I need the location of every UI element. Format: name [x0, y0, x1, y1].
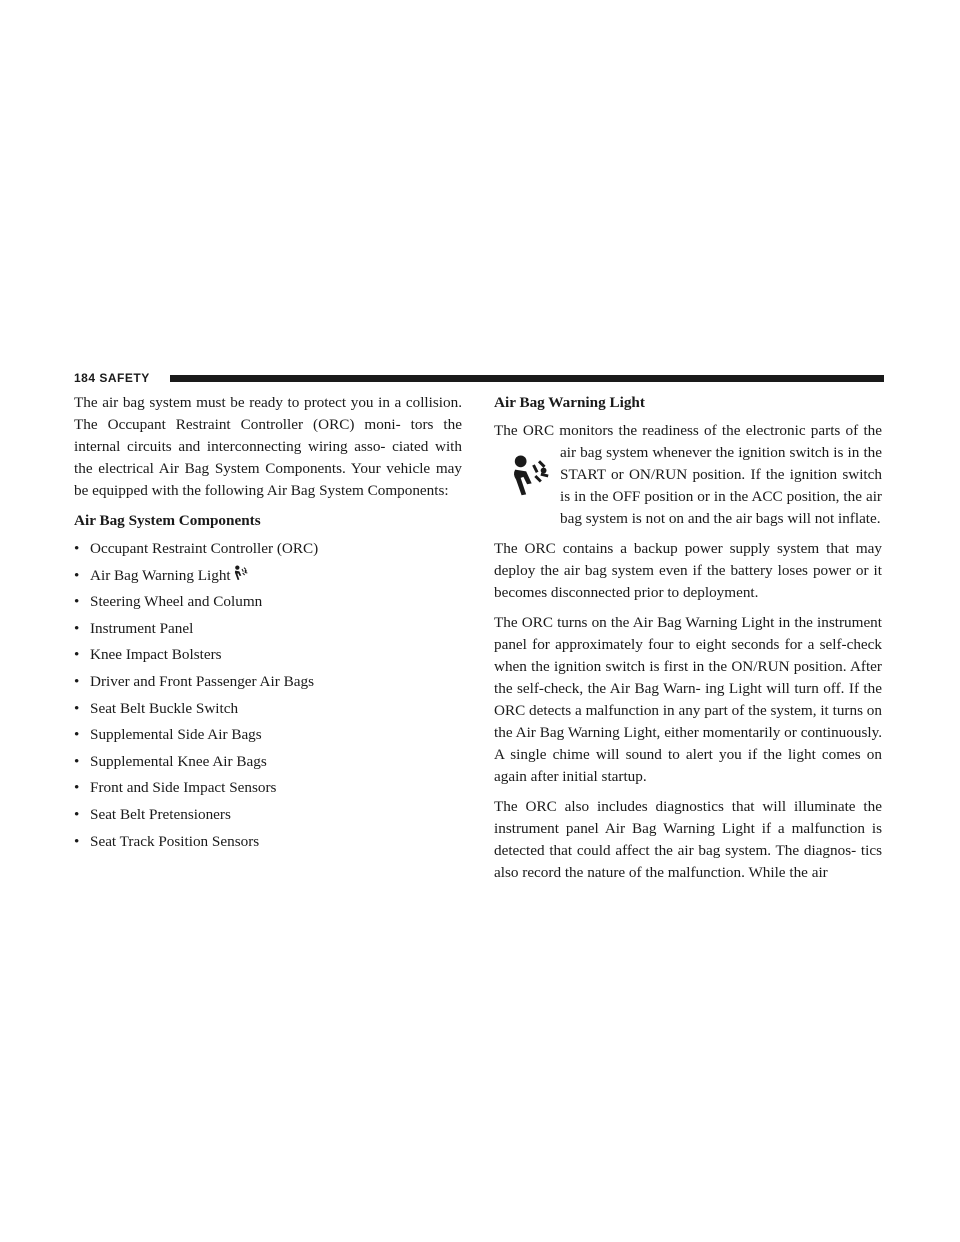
bullet: • [74, 646, 80, 664]
bullet: • [74, 699, 80, 717]
intro-paragraph: The air bag system must be ready to protect you in a collision. The Occupant Restraint Controller (ORC) moni- tors the internal circuits and interconnecting wiring asso- ciated with the electrical Air Bag System Components. Your vehicle may be equipped with the following Air Bag System Components: [74, 394, 462, 499]
list-item [74, 698, 462, 725]
airbag-warning-icon [232, 565, 248, 581]
list-item [74, 618, 462, 645]
list-item [74, 804, 462, 831]
section-heading-warning-light: Air Bag Warning Light [494, 394, 645, 411]
diagnostics-paragraph: The ORC also includes diagnostics that will illuminate the instrument panel Air Bag Warning Light if a malfunction is detected that could affect the air bag system. The diagnos- tics also record the nature of the malfunction. While the air [494, 798, 882, 881]
components-list [74, 538, 462, 857]
list-item-text: Steering Wheel and Column [90, 593, 263, 611]
list-item-text: Supplemental Knee Air Bags [90, 752, 267, 770]
bullet: • [74, 672, 80, 690]
bullet: • [74, 805, 80, 823]
bullet: • [74, 779, 80, 797]
list-item [74, 671, 462, 698]
list-item-text: Driver and Front Passenger Air Bags [90, 672, 314, 690]
list-item [74, 644, 462, 671]
list-item-text: Occupant Restraint Controller (ORC) [90, 540, 319, 557]
paragraph-first-line: The ORC monitors the readiness of the electronic parts of [494, 422, 859, 439]
list-item [74, 538, 462, 565]
bullet: • [74, 752, 80, 770]
backup-power-paragraph: The ORC contains a backup power supply system that may deploy the air bag system even if the battery loses power or it becomes disconnected prior to deployment. [494, 540, 882, 601]
page-number-section: 184 SAFETY [74, 371, 150, 385]
list-item [74, 777, 462, 804]
bullet: • [74, 832, 80, 850]
bullet: • [74, 593, 80, 611]
list-item [74, 751, 462, 778]
self-check-paragraph: The ORC turns on the Air Bag Warning Light in the instrument panel for approximately four to eight seconds for a self-check when the ignition switch is first in the ON/RUN position. After the self-check, the Air Bag Warn- ing Light will turn off. If the ORC detects a malfunction in any part of the system, it turns on the Air Bag Warning Light, either momentarily or continuously. A single chime will sound to alert you if the light comes on again after initial startup. [494, 614, 882, 785]
section-heading-components: Air Bag System Components [74, 512, 261, 529]
list-item-text: Instrument Panel [90, 619, 194, 637]
bullet: • [74, 566, 80, 584]
list-item [74, 565, 462, 592]
left-column [74, 392, 462, 857]
list-item [74, 724, 462, 751]
list-item-text: Air Bag Warning Light [90, 566, 231, 584]
paragraph-continuation: the air bag system whenever the ignition switch is in the START or ON/RUN position. If the ignition switch is in the OFF position or in the ACC position, the air bag system is not on and the air bags will not inflate. [560, 422, 883, 527]
list-item-text: Supplemental Side Air Bags [90, 726, 262, 744]
list-item-text: Seat Belt Pretensioners [90, 805, 231, 823]
right-column [494, 392, 882, 892]
list-item [74, 831, 462, 858]
bullet: • [74, 540, 80, 557]
list-item [74, 591, 462, 618]
list-item-text: Knee Impact Bolsters [90, 646, 222, 664]
orc-monitors-paragraph [494, 420, 882, 530]
header-rule [170, 375, 884, 382]
bullet: • [74, 619, 80, 637]
list-item-text: Seat Track Position Sensors [90, 832, 260, 850]
airbag-warning-icon [494, 444, 558, 510]
list-item-text: Front and Side Impact Sensors [90, 779, 277, 797]
bullet: • [74, 726, 80, 744]
list-item-text: Seat Belt Buckle Switch [90, 699, 239, 717]
page-header [74, 370, 884, 386]
